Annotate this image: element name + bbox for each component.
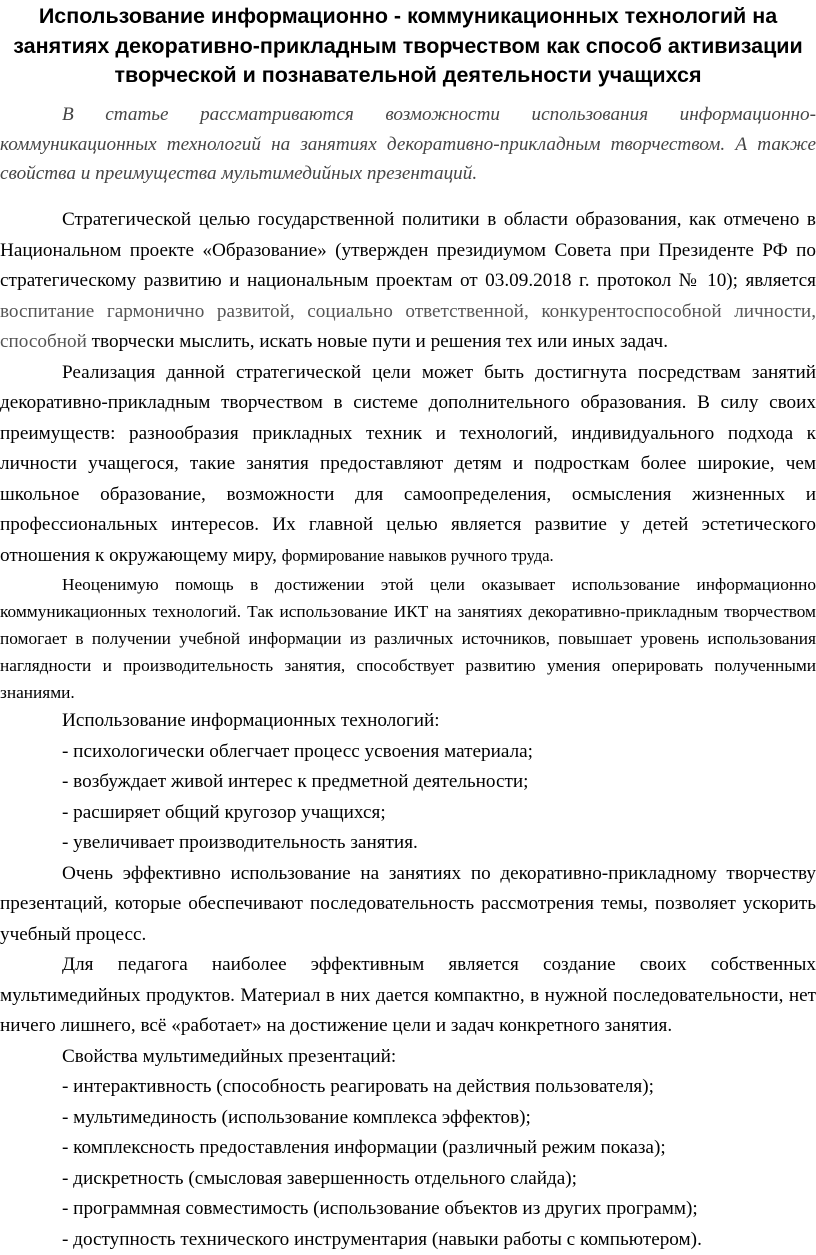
paragraph-strategy — [0, 205, 816, 358]
paragraph-presentations: Очень эффективно использование на занятиях по декоративно-прикладному творчеству презентаций, которые обеспечивают последовательность рассмотрения темы, позволяет ускорить учебный процесс. — [0, 859, 816, 951]
document-title: Использование информационно - коммуникационных технологий на занятиях декоративно-прикладным творчеством как способ активизации творческой и познавательной деятельности учащихся — [0, 2, 816, 91]
abstract: В статье рассматриваются возможности использования информационно-коммуникационных технологий на занятиях декоративно-прикладным творчеством. А также свойства и преимущества мультимедийных презентаций. — [0, 100, 816, 189]
paragraph-strategy-text-b: воспитание гармонично развитой, социально ответственной, конкурентоспособной личности, способной — [0, 301, 816, 353]
paragraph-implementation-text-b: формирование навыков ручного труда. — [282, 546, 554, 565]
list-item: - дискретность (смысловая завершенность отдельного слайда); — [0, 1164, 816, 1195]
ict-list-heading: Использование информационных технологий: — [0, 706, 816, 737]
paragraph-ict-text-a: Неоценимую помощь в достижении этой цели оказывает использование информационно коммуникационных технологий. Так использование ИКТ на занятиях декоративно-прикладным творчеством помогает в получении учебной информации из различных источников, повышает уровень использования наглядности и производительность занятия, способствует развитию умения — [0, 575, 816, 675]
list-item: - расширяет общий кругозор учащихся; — [0, 798, 816, 829]
paragraph-implementation — [0, 358, 816, 572]
list-item: - психологически облегчает процесс усвоения материала; — [0, 737, 816, 768]
paragraph-ict-text-b: оперировать полученными знаниями. — [0, 656, 816, 702]
list-item: - интерактивность (способность реагировать на действия пользователя); — [0, 1072, 816, 1103]
paragraph-teacher: Для педагога наиболее эффективным является создание своих собственных мультимедийных продуктов. Материал в них дается компактно, в нужной последовательности, нет ничего лишнего, всё «работает» на достижение цели и задач конкретного занятия. — [0, 950, 816, 1042]
list-item: - мультимединость (использование комплекса эффектов); — [0, 1103, 816, 1134]
list-item: - доступность технического инструментария (навыки работы с компьютером). — [0, 1225, 816, 1255]
list-item: - комплексность предоставления информации (различный режим показа); — [0, 1133, 816, 1164]
list-item: - возбуждает живой интерес к предметной деятельности; — [0, 767, 816, 798]
properties-list-heading: Свойства мультимедийных презентаций: — [0, 1042, 816, 1073]
list-item: - программная совместимость (использование объектов из других программ); — [0, 1194, 816, 1225]
paragraph-strategy-text-a: Стратегической целью государственной политики в области образования, как отмечено в Национальном проекте «Образование» (утвержден президиумом Совета при Президенте РФ по стратегическому развитию и национальным проектам от 03.09.2018 г. протокол № 10); является — [0, 209, 816, 291]
list-item: - увеличивает производительность занятия. — [0, 828, 816, 859]
paragraph-ict — [0, 571, 816, 706]
paragraph-strategy-text-c: творчески мыслить, искать новые пути и решения тех или иных задач. — [87, 331, 668, 352]
document-body — [0, 205, 816, 1255]
paragraph-implementation-text-a: Реализация данной стратегической цели может быть достигнута посредствам занятий декоративно-прикладным творчеством в системе дополнительного образования. В силу своих преимуществ: разнообразия прикладных техник и технологий, индивидуального подхода к личности учащегося, такие занятия предоставляют детям и подросткам более широкие, чем школьное образование, возможности для самоопределения, осмысления жизненных и профессиональных интересов. Их главной целью является развитие у детей эстетического отношения к окружающему миру, — [0, 362, 816, 566]
